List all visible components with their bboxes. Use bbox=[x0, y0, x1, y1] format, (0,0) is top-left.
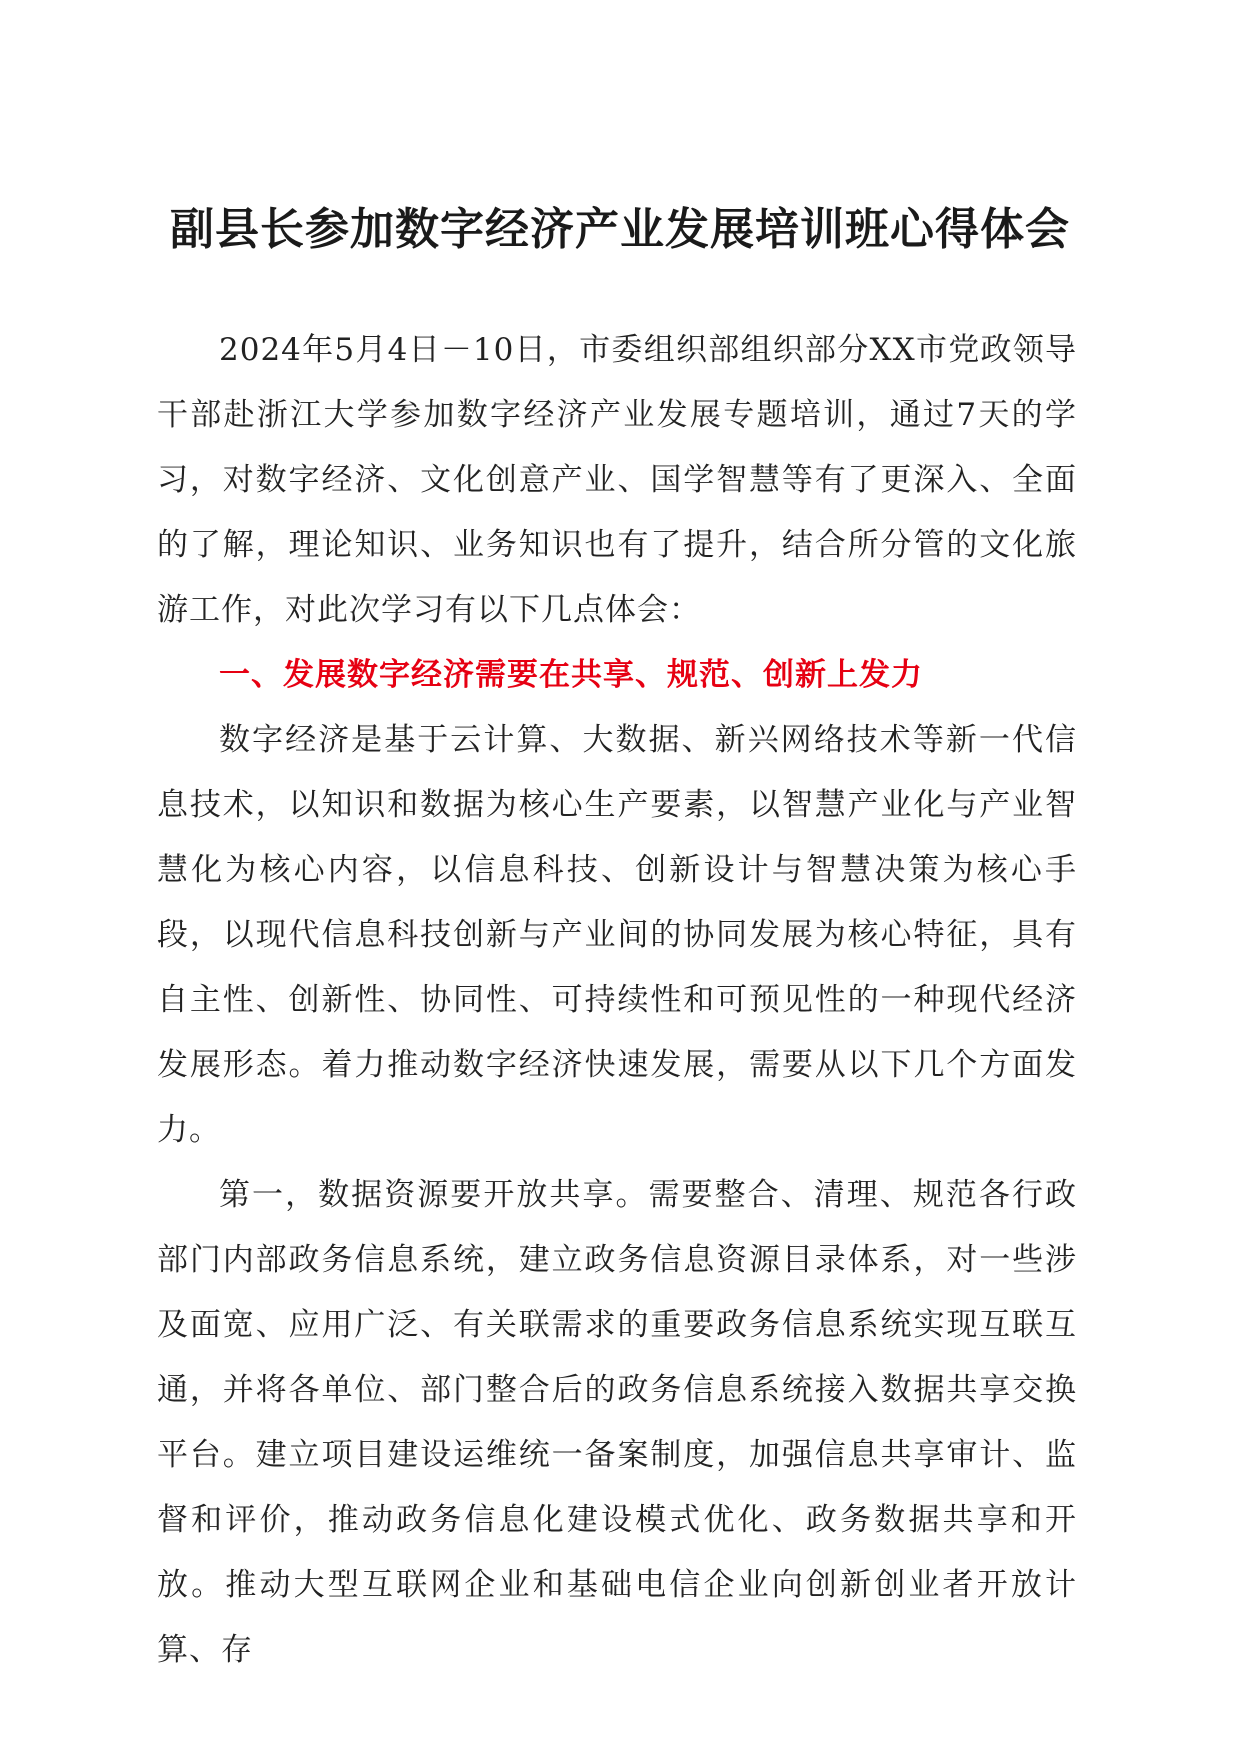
paragraph-data-sharing: 第一，数据资源要开放共享。需要整合、清理、规范各行政部门内部政务信息系统，建立政务信息资源目录体系，对一些涉及面宽、应用广泛、有关联需求的重要政务信息系统实现互联互通，并将各单位、部门整合后的政务信息系统接入数据共享交换平台。建立项目建设运维统一备案制度，加强信息共享审计、监督和评价，推动政务信息化建设模式优化、政务数据共享和开放。推动大型互联网企业和基础电信企业向创新创业者开放计算、存 bbox=[157, 1177, 1077, 1668]
intro-paragraph: 2024年5月4日－10日，市委组织部组织部分XX市党政领导干部赴浙江大学参加数字经济产业发展专题培训，通过7天的学习，对数字经济、文化创意产业、国学智慧等有了更深入、全面的了解，理论知识、业务知识也有了提升，结合所分管的文化旅游工作，对此次学习有以下几点体会： bbox=[157, 332, 1077, 628]
document-title: 副县长参加数字经济产业发展培训班心得体会 bbox=[170, 204, 1070, 255]
paragraph-digital-economy-definition: 数字经济是基于云计算、大数据、新兴网络技术等新一代信息技术，以知识和数据为核心生产要素，以智慧产业化与产业智慧化为核心内容，以信息科技、创新设计与智慧决策为核心手段，以现代信息科技创新与产业间的协同发展为核心特征，具有自主性、创新性、协同性、可持续性和可预见性的一种现代经济发展形态。着力推动数字经济快速发展，需要从以下几个方面发力。 bbox=[157, 722, 1077, 1148]
document-body bbox=[157, 318, 1077, 1683]
section-heading-1: 一、发展数字经济需要在共享、规范、创新上发力 bbox=[219, 657, 923, 693]
